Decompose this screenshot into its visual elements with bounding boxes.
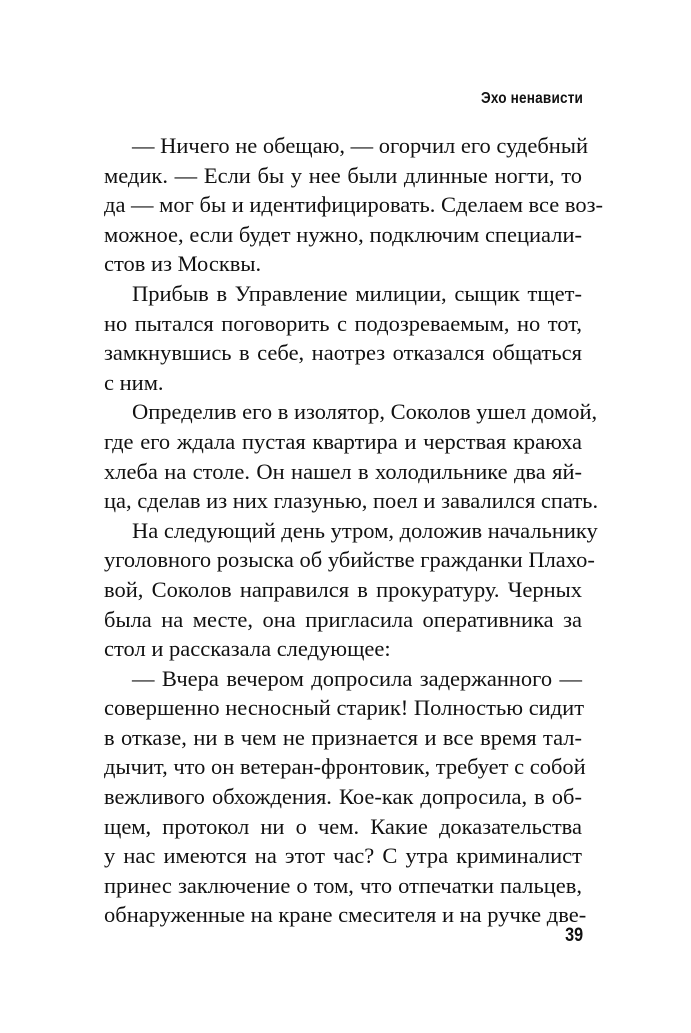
- text-line: принес заключение о том, что отпечатки пальцев,: [104, 872, 582, 898]
- text-line: с ним.: [104, 369, 164, 395]
- text-line: Определив его в изолятор, Соколов ушел домой,: [132, 399, 598, 425]
- text-line: замкнувшись в себе, наотрез отказался общаться: [104, 340, 582, 366]
- running-header: Эхо ненависти: [480, 90, 583, 107]
- text-line: стол и рассказала следующее:: [104, 636, 391, 662]
- text-line: да — мог бы и идентифицировать. Сделаем все воз-: [104, 192, 604, 218]
- text-line: — Вчера вечером допросила задержанного —: [132, 665, 582, 691]
- text-line: дычит, что он ветеран-фронтовик, требует с собой: [104, 754, 586, 780]
- text-line: На следующий день утром, доложив начальнику: [132, 517, 598, 543]
- text-line: щем, протокол ни о чем. Какие доказательства: [104, 813, 582, 839]
- text-line: хлеба на столе. Он нашел в холодильнике два яй-: [104, 458, 582, 484]
- text-line: где его ждала пустая квартира и черствая краюха: [104, 428, 582, 454]
- text-line: обнаруженные на кране смесителя и на ручке две-: [104, 902, 587, 928]
- text-line: медик. — Если бы у нее были длинные ногти, то: [104, 162, 582, 188]
- text-line: стов из Москвы.: [104, 251, 262, 277]
- text-line: вой, Соколов направился в прокуратуру. Черных: [104, 576, 582, 602]
- text-line: совершенно несносный старик! Полностью сидит: [104, 695, 585, 721]
- text-line: но пытался поговорить с подозреваемым, но тот,: [104, 310, 582, 336]
- text-line: ца, сделав из них глазунью, поел и завалился спать.: [104, 488, 599, 514]
- text-line: вежливого обхождения. Кое-как допросила, в об-: [104, 784, 582, 810]
- text-line: можное, если будет нужно, подключим специали-: [104, 221, 582, 247]
- text-line: уголовного розыска об убийстве гражданки Плахо-: [104, 547, 595, 573]
- text-line: была на месте, она пригласила оперативника за: [104, 606, 582, 632]
- page-number: 39: [565, 925, 583, 946]
- text-line: у нас имеются на этот час? С утра криминалист: [104, 843, 582, 869]
- text-line: — Ничего не обещаю, — огорчил его судебный: [132, 133, 588, 158]
- text-line: в отказе, ни в чем не признается и все время тал-: [104, 724, 582, 750]
- body-text: [104, 131, 604, 930]
- text-line: Прибыв в Управление милиции, сыщик тщет-: [132, 280, 582, 306]
